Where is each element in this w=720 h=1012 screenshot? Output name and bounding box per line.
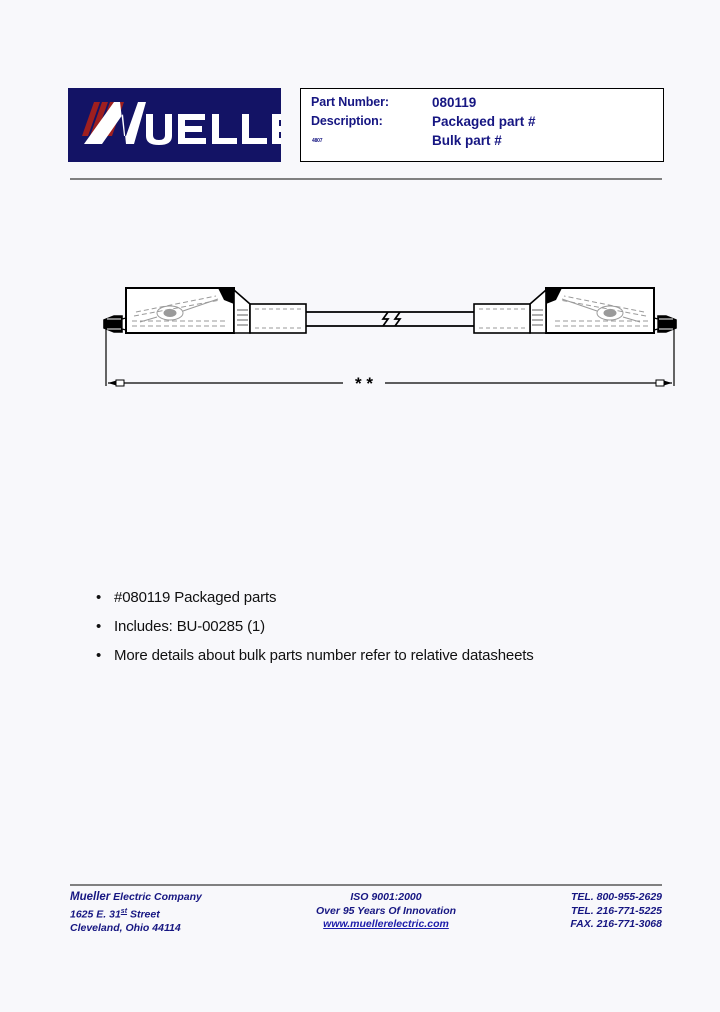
cable-break-symbol bbox=[383, 312, 400, 326]
right-connector bbox=[474, 288, 676, 333]
footer-tagline: Over 95 Years Of Innovation bbox=[315, 904, 457, 917]
footer-certification-column bbox=[280, 891, 492, 935]
page-footer bbox=[70, 891, 662, 935]
list-item bbox=[90, 588, 630, 608]
part-info-box bbox=[300, 88, 664, 162]
footer-street-prefix: 1625 E. 31 bbox=[70, 908, 121, 920]
cable-body bbox=[306, 312, 474, 326]
part-number-value: 080119 bbox=[432, 95, 477, 110]
footer-fax: FAX. 216-771-3068 bbox=[570, 918, 662, 930]
footer-divider bbox=[70, 884, 662, 886]
left-connector bbox=[104, 288, 306, 333]
bullet-marker-icon: • bbox=[96, 647, 102, 664]
list-item bbox=[90, 617, 630, 637]
footer-tel-tollfree: TEL. 800-955-2629 bbox=[570, 891, 662, 903]
bullet-marker-icon: • bbox=[96, 618, 102, 635]
list-item-text: More details about bulk parts number refer to relative datasheets bbox=[114, 647, 534, 664]
footer-street-ordinal: st bbox=[120, 907, 128, 915]
footer-company-suffix: Electric Company bbox=[110, 891, 202, 903]
cable-assembly-diagram bbox=[100, 270, 680, 400]
spec-bullet-list bbox=[90, 588, 630, 675]
footer-tel-local: TEL. 216-771-5225 bbox=[570, 904, 662, 917]
mueller-logo-icon bbox=[68, 88, 281, 162]
footer-city-line: Cleveland, Ohio 44114 bbox=[70, 921, 181, 934]
revision-code: 4807 bbox=[312, 138, 323, 144]
footer-address-column bbox=[70, 891, 280, 935]
footer-website-link[interactable]: www.muellerelectric.com bbox=[323, 918, 449, 930]
footer-company-name: Mueller bbox=[70, 891, 111, 903]
dimension-label: * * bbox=[355, 374, 373, 393]
list-item bbox=[90, 646, 630, 666]
mueller-logo bbox=[68, 88, 281, 162]
footer-street-line bbox=[70, 905, 280, 922]
footer-company-line bbox=[70, 891, 280, 905]
bullet-marker-icon: • bbox=[96, 589, 102, 606]
description-label: Description: bbox=[311, 114, 383, 128]
bulk-part-value: Bulk part # bbox=[432, 133, 502, 148]
list-item-text: Includes: BU-00285 (1) bbox=[114, 618, 265, 635]
footer-street-suffix: Street bbox=[127, 908, 160, 920]
header-divider bbox=[70, 178, 662, 180]
product-drawing bbox=[100, 270, 680, 400]
list-item-text: #080119 Packaged parts bbox=[114, 589, 277, 606]
part-number-label: Part Number: bbox=[311, 95, 389, 109]
packaged-part-value: Packaged part # bbox=[432, 114, 536, 129]
footer-contact-column bbox=[492, 891, 662, 935]
page-header bbox=[68, 88, 664, 162]
footer-iso-line: ISO 9001:2000 bbox=[350, 891, 422, 903]
